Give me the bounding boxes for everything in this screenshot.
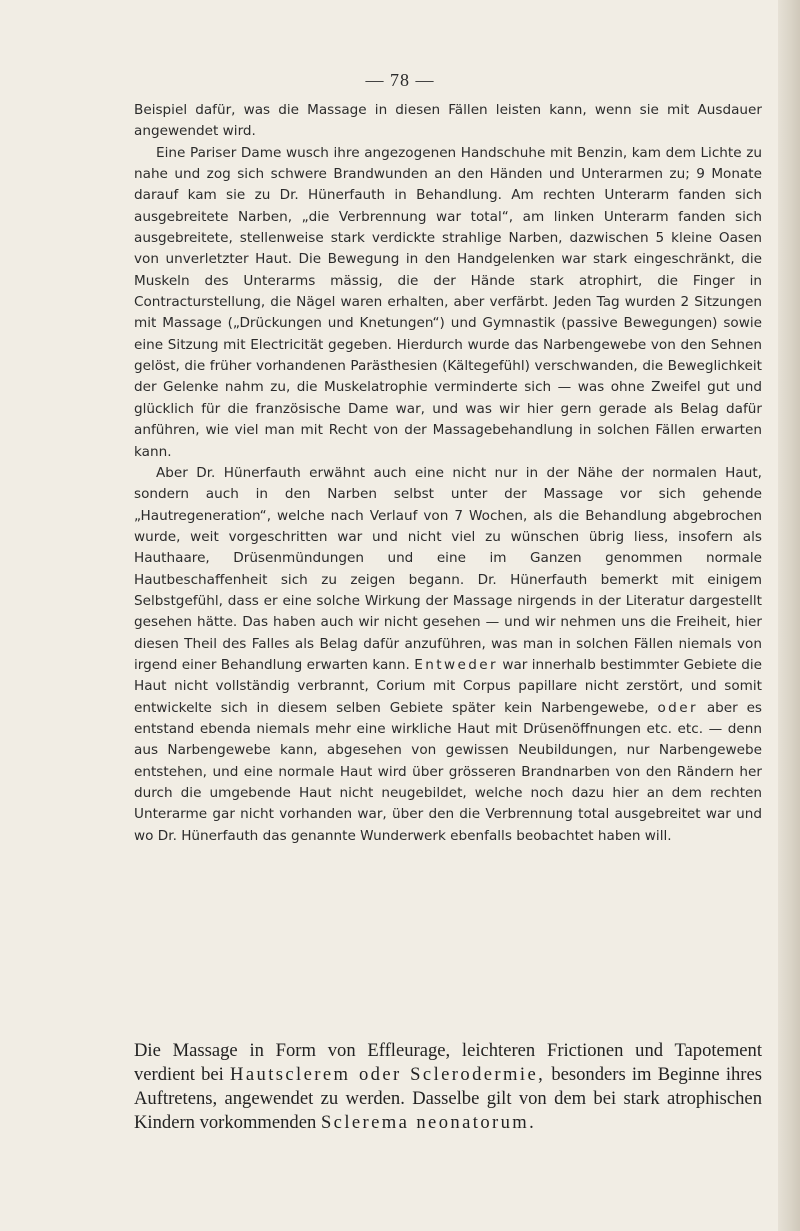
paragraph-regeneration-part1: Aber Dr. Hünerfauth erwähnt auch eine nicht nur in der Nähe der normalen Haut, sondern auch in den Narben selbst unter der Massage vor sich gehende „Hautregeneration“, welche nach Verlauf von 7 Wochen, als die Behandlung abgebrochen wurde, weit vorgeschritten war und nicht viel zu wünschen übrig liess, insofern als Hauthaare, Drüsenmündungen und eine im Ganzen genommen normale Hautbeschaffenheit sich zu zeigen begann. Dr. Hünerfauth bemerkt mit einigem Selbstgefühl, dass er eine solche Wirkung der Massage nirgends in der Literatur dargestellt gesehen hätte. Das haben auch wir nicht gesehen — und wir nehmen uns die Freiheit, hier diesen Theil des Falles als Belag dafür anzuführen, was man in solchen Fällen niemals von irgend einer Behandlung erwarten kann.: [134, 464, 762, 673]
paragraph-intro: Beispiel dafür, was die Massage in diesen Fällen leisten kann, wenn sie mit Ausdauer angewendet wird.: [134, 102, 762, 140]
conclusion-part2: besonders im Beginne ihres Auftretens, angewendet zu werden. Dasselbe gilt von dem bei stark atrophischen Kindern vorkommenden: [134, 1064, 762, 1133]
conclusion-part1: Die Massage in Form von Effleurage, leichteren Frictionen und Tapotement verdient bei: [134, 1040, 762, 1085]
paragraph-regeneration-part2: war innerhalb bestimmter Gebiete die Haut nicht vollständig verbrannt, Corium mit Corpus papillare nicht zerstört, und somit entwickelte sich in diesem selben Gebiete später kein Narbengewebe,: [134, 656, 762, 716]
emphasis-entweder: Entweder: [414, 656, 498, 673]
page-edge: [778, 0, 800, 1231]
body-text: [134, 100, 762, 847]
emphasis-sclerema: Sclerema neonatorum.: [320, 1112, 537, 1133]
paragraph-regeneration-part3: aber es entstand ebenda niemals mehr eine wirkliche Haut mit Drüsenöffnungen etc. etc. — denn aus Narbengewebe kann, abgesehen von gewissen Neubildungen, nur Narbengewebe entstehen, und eine normale Haut wird über grösseren Brandnarben von den Rändern her durch die umgebende Haut nicht neugebildet, welche noch dazu hier an dem rechten Unterarme gar nicht vorhanden war, über den die Verbrennung total ausgebreitet war und wo Dr. Hünerfauth das genannte Wunderwerk ebenfalls beobachtet haben will.: [134, 699, 763, 844]
page-number: — 78 —: [365, 70, 435, 90]
paragraph-case-report: Eine Pariser Dame wusch ihre angezogenen Handschuhe mit Benzin, kam dem Lichte zu nahe und zog sich schwere Brandwunden an den Händen und Unterarmen zu; 9 Monate darauf kam sie zu Dr. Hünerfauth in Behandlung. Am rechten Unterarm fanden sich ausgebreitete Narben, „die Verbrennung war total“, am linken Unterarm fanden sich ausgebreitete, stellenweise stark verdickte strahlige Narben, dazwischen 5 kleine Oasen von unverletzter Haut. Die Bewegung in den Handgelenken war stark eingeschränkt, die Muskeln des Unterarms mässig, die der Hände stark atrophirt, die Finger in Contracturstellung, die Nägel waren erhalten, aber verfärbt. Jeden Tag wurden 2 Sitzungen mit Massage („Drückungen und Knetungen“) und Gymnastik (passive Bewegungen) sowie eine Sitzung mit Electricität gegeben. Hierdurch wurde das Narbengewebe von den Sehnen gelöst, die früher vorhandenen Parästhesien (Kältegefühl) verschwanden, die Beweglichkeit der Gelenke nahm zu, die Muskelatrophie verminderte sich — was ohne Zweifel gut und glücklich für die französische Dame war, und was wir hier gern gerade als Belag dafür anführen, wie viel man mit Recht von der Massagebehandlung in solchen Fällen erwarten kann.: [134, 144, 762, 460]
paragraph-regeneration: [134, 463, 762, 847]
conclusion-text: [134, 1039, 762, 1135]
emphasis-oder: oder: [657, 699, 698, 716]
conclusion-paragraph: [134, 1039, 762, 1135]
emphasis-hautsclerem: Hautsclerem oder Sclerodermie,: [230, 1064, 546, 1085]
